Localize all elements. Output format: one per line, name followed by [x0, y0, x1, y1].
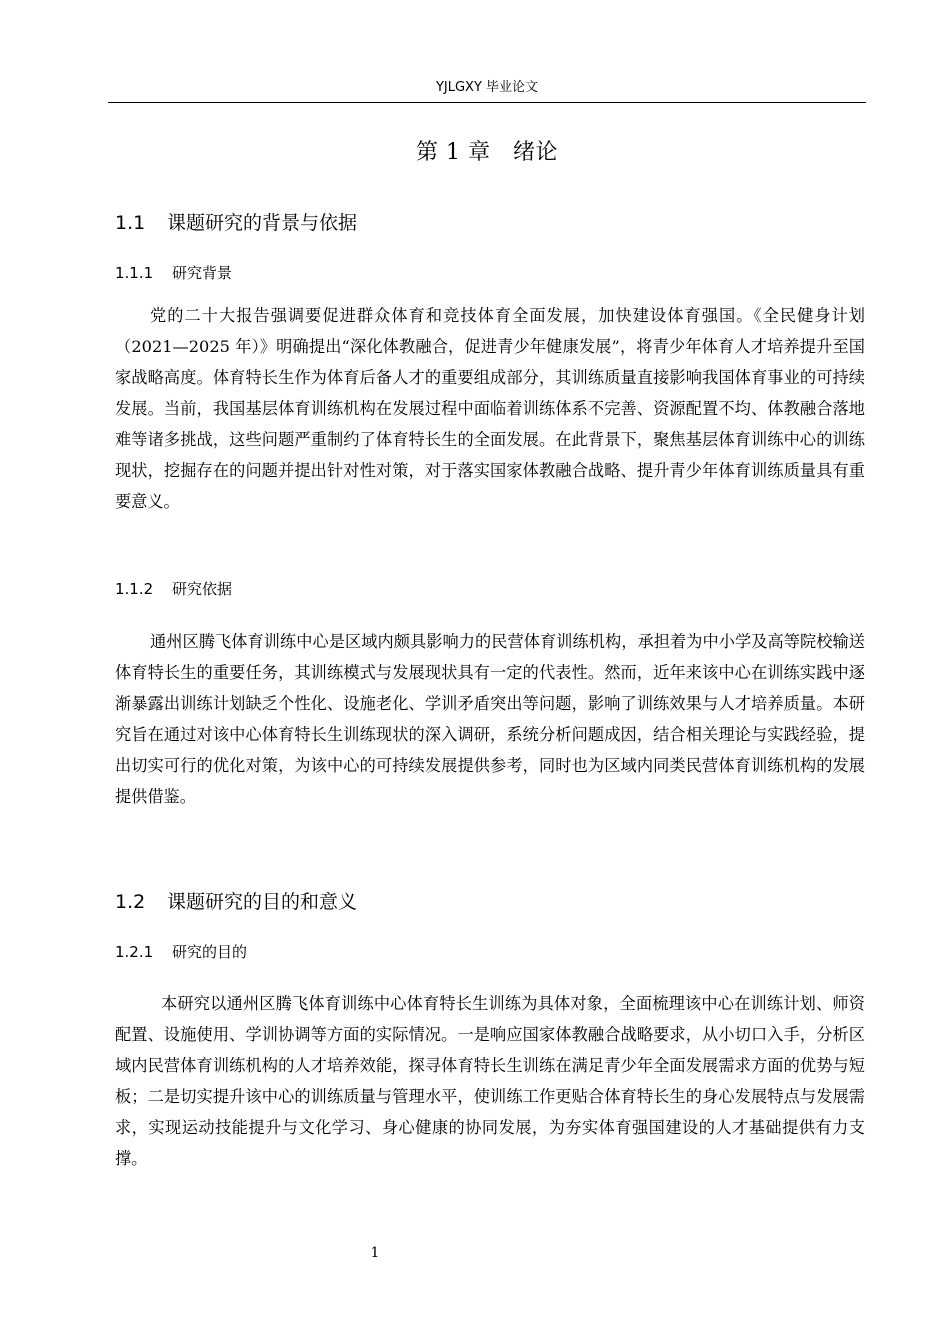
section-heading-1-2: [115, 888, 357, 916]
subsection-title: 研究依据: [172, 580, 233, 598]
subsection-title: 研究背景: [172, 264, 233, 282]
subsection-heading-1-2-1: [115, 940, 247, 964]
subsection-number: 1.1.1: [115, 264, 154, 282]
chapter-title: 第 1 章 绪论: [416, 140, 558, 165]
paragraph-research-purpose: 本研究以通州区腾飞体育训练中心体育特长生训练为具体对象，全面梳理该中心在训练计划、师资配置、设施使用、学训协调等方面的实际情况。一是响应国家体教融合战略要求，从小切口入手，分析区域内民营体育训练机构的人才培养效能，探寻体育特长生训练在满足青少年全面发展需求方面的优势与短板；二是切实提升该中心的训练质量与管理水平，使训练工作更贴合体育特长生的身心发展特点与发展需求，实现运动技能提升与文化学习、身心健康的协同发展，为夯实体育强国建设的人才基础提供有力支撑。: [115, 994, 865, 1168]
section-heading-1-1: [115, 209, 357, 237]
running-header: YJLGXY 毕业论文: [435, 80, 539, 95]
subsection-number: 1.1.2: [115, 580, 154, 598]
section-title: 课题研究的背景与依据: [167, 212, 358, 234]
subsection-heading-1-1-1: [115, 261, 232, 285]
subsection-heading-1-1-2: [115, 577, 232, 601]
section-number: 1.1: [115, 212, 146, 234]
paragraph-research-background: 党的二十大报告强调要促进群众体育和竞技体育全面发展，加快建设体育强国。《全民健身计划（2021—2025 年）》明确提出“深化体教融合，促进青少年健康发展”，将青少年体育人才培养提升至国家战略高度。体育特长生作为体育后备人才的重要组成部分，其训练质量直接影响我国体育事业的可持续发展。当前，我国基层体育训练机构在发展过程中面临着训练体系不完善、资源配置不均、体教融合落地难等诸多挑战，这些问题严重制约了体育特长生的全面发展。在此背景下，聚焦基层体育训练中心的训练现状，挖掘存在的问题并提出针对性对策，对于落实国家体教融合战略、提升青少年体育训练质量具有重要意义。: [115, 306, 865, 511]
section-title: 课题研究的目的和意义: [167, 891, 358, 913]
subsection-number: 1.2.1: [115, 943, 154, 961]
subsection-title: 研究的目的: [172, 943, 248, 961]
page-number: 1: [370, 1245, 380, 1261]
paragraph-research-basis: 通州区腾飞体育训练中心是区域内颇具影响力的民营体育训练机构，承担着为中小学及高等院校输送体育特长生的重要任务，其训练模式与发展现状具有一定的代表性。然而，近年来该中心在训练实践中逐渐暴露出训练计划缺乏个性化、设施老化、学训矛盾突出等问题，影响了训练效果与人才培养质量。本研究旨在通过对该中心体育特长生训练现状的深入调研，系统分析问题成因，结合相关理论与实践经验，提出切实可行的优化对策，为该中心的可持续发展提供参考，同时也为区域内同类民营体育训练机构的发展提供借鉴。: [115, 632, 865, 806]
header-divider: [108, 102, 866, 103]
section-number: 1.2: [115, 891, 146, 913]
